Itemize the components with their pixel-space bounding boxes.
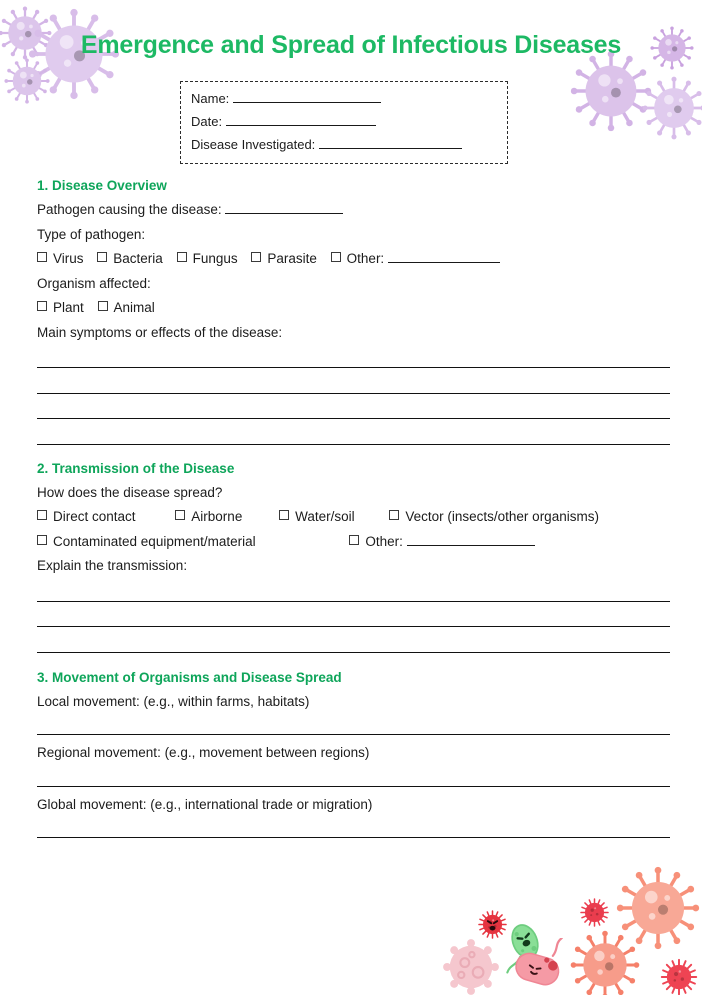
checkbox-option-direct-contact[interactable] xyxy=(37,509,136,524)
checkbox-option-water-soil[interactable] xyxy=(279,509,355,524)
checkbox-icon[interactable] xyxy=(97,252,107,262)
organism-label-row xyxy=(37,272,670,297)
crimson-virus-icon xyxy=(578,896,611,929)
checkbox-option-vector[interactable] xyxy=(389,509,599,524)
checkbox-option-parasite[interactable] xyxy=(251,251,317,266)
checkbox-icon[interactable] xyxy=(37,301,47,311)
date-field-blank[interactable] xyxy=(226,113,376,126)
type-of-pathogen-label: Type of pathogen: xyxy=(37,226,146,242)
checkbox-option-animal[interactable] xyxy=(98,300,155,315)
checkbox-icon[interactable] xyxy=(37,535,47,545)
writing-line[interactable] xyxy=(37,394,670,420)
spread-question-label: How does the disease spread? xyxy=(37,484,223,500)
spread-question-row xyxy=(37,481,670,506)
checkbox-icon[interactable] xyxy=(251,252,261,262)
writing-line[interactable] xyxy=(37,627,670,653)
pathogen-row xyxy=(37,198,670,223)
organism-options-row xyxy=(37,296,670,321)
checkbox-icon[interactable] xyxy=(98,301,108,311)
symptoms-label: Main symptoms or effects of the disease: xyxy=(37,324,283,340)
checkbox-label: Contaminated equipment/material xyxy=(53,533,256,549)
checkbox-label: Bacteria xyxy=(113,251,163,266)
checkbox-icon[interactable] xyxy=(175,510,185,520)
other-transmission-blank[interactable] xyxy=(407,532,535,545)
writing-line[interactable] xyxy=(37,602,670,628)
checkbox-icon[interactable] xyxy=(279,510,289,520)
checkbox-label: Plant xyxy=(53,300,84,315)
checkbox-label: Virus xyxy=(53,251,84,266)
transmission-options-row1 xyxy=(37,505,670,530)
checkbox-label: Other: xyxy=(346,251,385,266)
checkbox-option-bacteria[interactable] xyxy=(97,251,163,266)
checkbox-option-airborne[interactable] xyxy=(175,509,242,524)
writing-line[interactable] xyxy=(37,345,670,368)
date-row xyxy=(191,110,497,133)
checkbox-label: Parasite xyxy=(267,251,317,266)
section2-heading: 2. Transmission of the Disease xyxy=(37,460,235,476)
writing-line[interactable] xyxy=(37,766,670,787)
student-info-box xyxy=(180,81,508,164)
other-pathogen-blank[interactable] xyxy=(388,250,500,263)
explain-transmission-row xyxy=(37,554,670,579)
checkbox-option-virus[interactable] xyxy=(37,251,84,266)
disease-field-blank[interactable] xyxy=(319,136,462,149)
red-virus-icon xyxy=(658,956,700,995)
checkbox-label: Other: xyxy=(365,533,403,549)
checkbox-icon[interactable] xyxy=(37,252,47,262)
writing-line[interactable] xyxy=(37,714,670,735)
explain-transmission-label: Explain the transmission: xyxy=(37,558,188,573)
checkbox-icon[interactable] xyxy=(349,535,359,545)
global-movement-label: Global movement: (e.g., international trade or migration) xyxy=(37,796,373,812)
checkbox-label: Vector (insects/other organisms) xyxy=(405,509,599,524)
section1-heading: 1. Disease Overview xyxy=(37,178,167,193)
writing-line[interactable] xyxy=(37,419,670,445)
checkbox-icon[interactable] xyxy=(177,252,187,262)
checkbox-label: Fungus xyxy=(192,251,238,266)
checkbox-option-contaminated[interactable] xyxy=(37,534,256,549)
checkbox-icon[interactable] xyxy=(389,510,399,520)
organism-affected-label: Organism affected: xyxy=(37,275,151,291)
name-field-blank[interactable] xyxy=(233,90,381,103)
pale-pink-germ-icon xyxy=(440,936,502,995)
checkbox-label: Water/soil xyxy=(295,509,355,524)
name-row xyxy=(191,87,497,110)
checkbox-icon[interactable] xyxy=(331,252,341,262)
disease-row xyxy=(191,133,497,156)
symptoms-label-row xyxy=(37,321,670,346)
section3-heading: 3. Movement of Organisms and Disease Spread xyxy=(37,669,342,685)
checkbox-option-fungus[interactable] xyxy=(177,251,238,266)
checkbox-option-plant[interactable] xyxy=(37,300,84,315)
checkbox-label: Animal xyxy=(113,300,155,315)
pathogen-type-options-row xyxy=(37,247,670,272)
writing-line[interactable] xyxy=(37,368,670,394)
salmon-virus-icon xyxy=(616,866,700,950)
checkbox-icon[interactable] xyxy=(37,510,47,520)
local-movement-row xyxy=(37,690,670,715)
checkbox-label: Airborne xyxy=(191,509,243,524)
pathogen-type-label-row xyxy=(37,223,670,248)
regional-movement-row xyxy=(37,741,670,766)
writing-line[interactable] xyxy=(37,579,670,602)
writing-line[interactable] xyxy=(37,817,670,838)
pathogen-blank[interactable] xyxy=(225,201,343,214)
regional-movement-label: Regional movement: (e.g., movement between regions) xyxy=(37,745,370,760)
pink-germ-icon xyxy=(508,938,568,995)
pathogen-label: Pathogen causing the disease: xyxy=(37,202,222,217)
checkbox-option-other-pathogen[interactable] xyxy=(331,251,385,266)
global-movement-row xyxy=(37,793,670,818)
disease-investigated-label: Disease Investigated: xyxy=(191,137,316,152)
date-label: Date: xyxy=(191,114,223,129)
checkbox-label: Direct contact xyxy=(53,509,136,524)
page-title: Emergence and Spread of Infectious Diseases xyxy=(80,31,622,59)
checkbox-option-other-transmission[interactable] xyxy=(349,534,403,549)
local-movement-label: Local movement: (e.g., within farms, habitats) xyxy=(37,693,310,709)
name-label: Name: xyxy=(191,91,230,106)
transmission-options-row2 xyxy=(37,530,670,555)
